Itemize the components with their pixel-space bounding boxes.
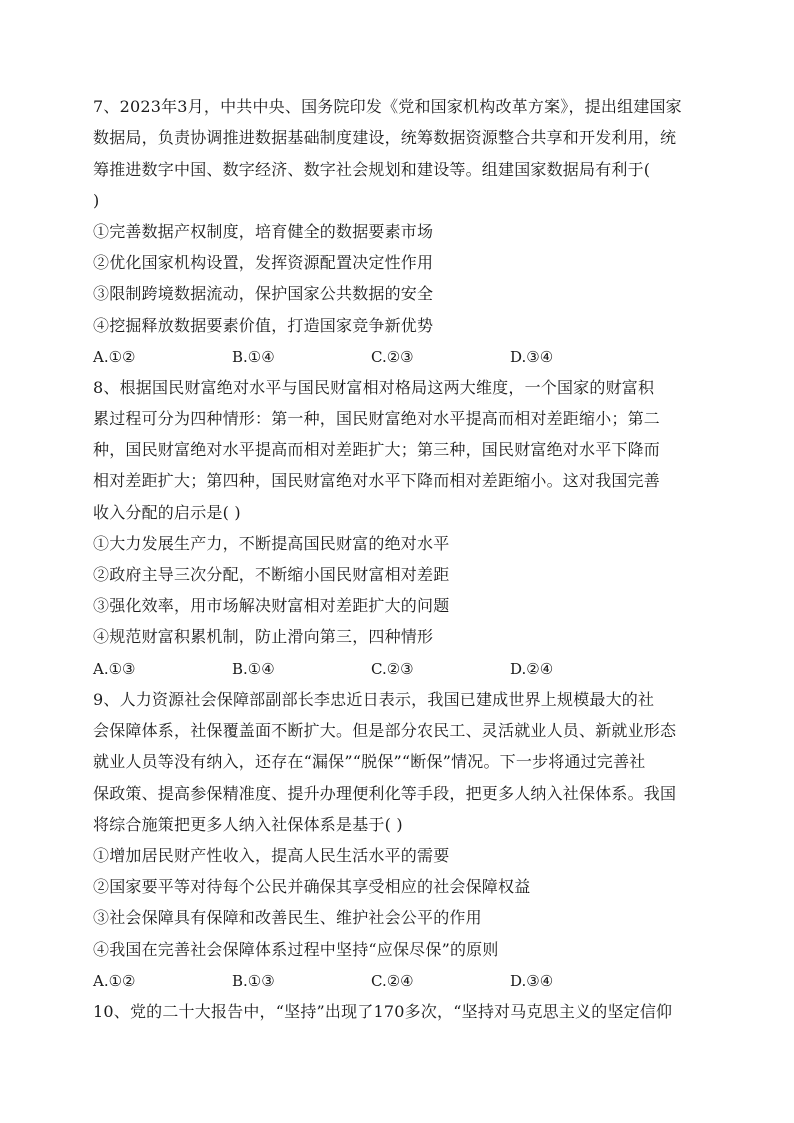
q8-statement-3: ③强化效率，用市场解决财富相对差距扩大的问题 <box>93 596 450 615</box>
q9-statement-4: ④我国在完善社会保障体系过程中坚持“应保尽保”的原则 <box>93 940 499 959</box>
q9-statement-3: ③社会保障具有保障和改善民生、维护社会公平的作用 <box>93 908 482 927</box>
q7-option-a: A.①② <box>93 348 136 366</box>
q7-statement-3: ③限制跨境数据流动，保护国家公共数据的安全 <box>93 284 434 303</box>
q10-stem-line-1: 10、党的二十大报告中，“坚持”出现了170多次，“坚持对马克思主义的坚定信仰 <box>93 1002 673 1021</box>
q9-statement-1: ①增加居民财产性收入，提高人民生活水平的需要 <box>93 846 450 865</box>
q8-statement-2: ②政府主导三次分配，不断缩小国民财富相对差距 <box>93 565 450 584</box>
q9-statement-2: ②国家要平等对待每个公民并确保其享受相应的社会保障权益 <box>93 877 531 896</box>
q9-option-c: C.②④ <box>371 972 414 990</box>
q9-option-d: D.③④ <box>510 972 554 990</box>
q8-stem-line-1: 8、根据国民财富绝对水平与国民财富相对格局这两大维度，一个国家的财富积 <box>93 378 655 397</box>
q8-stem-line-5: 收入分配的启示是( ) <box>93 503 241 522</box>
q8-statement-4: ④规范财富积累机制，防止滑向第三，四种情形 <box>93 627 434 646</box>
q9-stem-line-4: 保政策、提高参保精准度、提升办理便利化等手段，把更多人纳入社保体系。我国 <box>93 784 677 803</box>
q7-statement-4: ④挖掘释放数据要素价值，打造国家竞争新优势 <box>93 316 434 335</box>
q9-stem-line-2: 会保障体系，社保覆盖面不断扩大。但是部分农民工、灵活就业人员、新就业形态 <box>93 721 677 740</box>
q7-option-b: B.①④ <box>232 348 275 366</box>
q8-stem-line-3: 种，国民财富绝对水平提高而相对差距扩大；第三种，国民财富绝对水平下降而 <box>93 440 661 459</box>
q8-option-d: D.②④ <box>510 660 554 678</box>
q7-option-c: C.②③ <box>371 348 414 366</box>
q7-option-d: D.③④ <box>510 348 554 366</box>
q9-stem-line-3: 就业人员等没有纳入，还存在“漏保”“脱保”“断保”情况。下一步将通过完善社 <box>93 752 646 771</box>
q9-stem-line-1: 9、人力资源社会保障部副部长李忠近日表示，我国已建成世界上规模最大的社 <box>93 690 655 709</box>
q8-option-a: A.①③ <box>93 660 136 678</box>
q8-option-b: B.①④ <box>232 660 275 678</box>
q7-stem-line-1: 7、2023年3月，中共中央、国务院印发《党和国家机构改革方案》，提出组建国家 <box>93 97 682 116</box>
q8-stem-line-4: 相对差距扩大；第四种，国民财富绝对水平下降而相对差距缩小。这对我国完善 <box>93 471 661 490</box>
q9-stem-line-5: 将综合施策把更多人纳入社保体系是基于( ) <box>93 815 403 834</box>
q7-stem-line-3: 筹推进数字中国、数字经济、数字社会规划和建设等。组建国家数据局有利于( <box>93 160 651 179</box>
q8-statement-1: ①大力发展生产力，不断提高国民财富的绝对水平 <box>93 534 450 553</box>
q7-stem-line-4: ) <box>93 191 100 210</box>
q7-statement-2: ②优化国家机构设置，发挥资源配置决定性作用 <box>93 253 434 272</box>
q8-stem-line-2: 累过程可分为四种情形：第一种，国民财富绝对水平提高而相对差距缩小；第二 <box>93 409 661 428</box>
q8-option-c: C.②③ <box>371 660 414 678</box>
q9-option-b: B.①③ <box>232 972 275 990</box>
q7-stem-line-2: 数据局，负责协调推进数据基础制度建设，统筹数据资源整合共享和开发利用，统 <box>93 128 677 147</box>
q7-statement-1: ①完善数据产权制度，培育健全的数据要素市场 <box>93 222 434 241</box>
q9-option-a: A.①② <box>93 972 136 990</box>
